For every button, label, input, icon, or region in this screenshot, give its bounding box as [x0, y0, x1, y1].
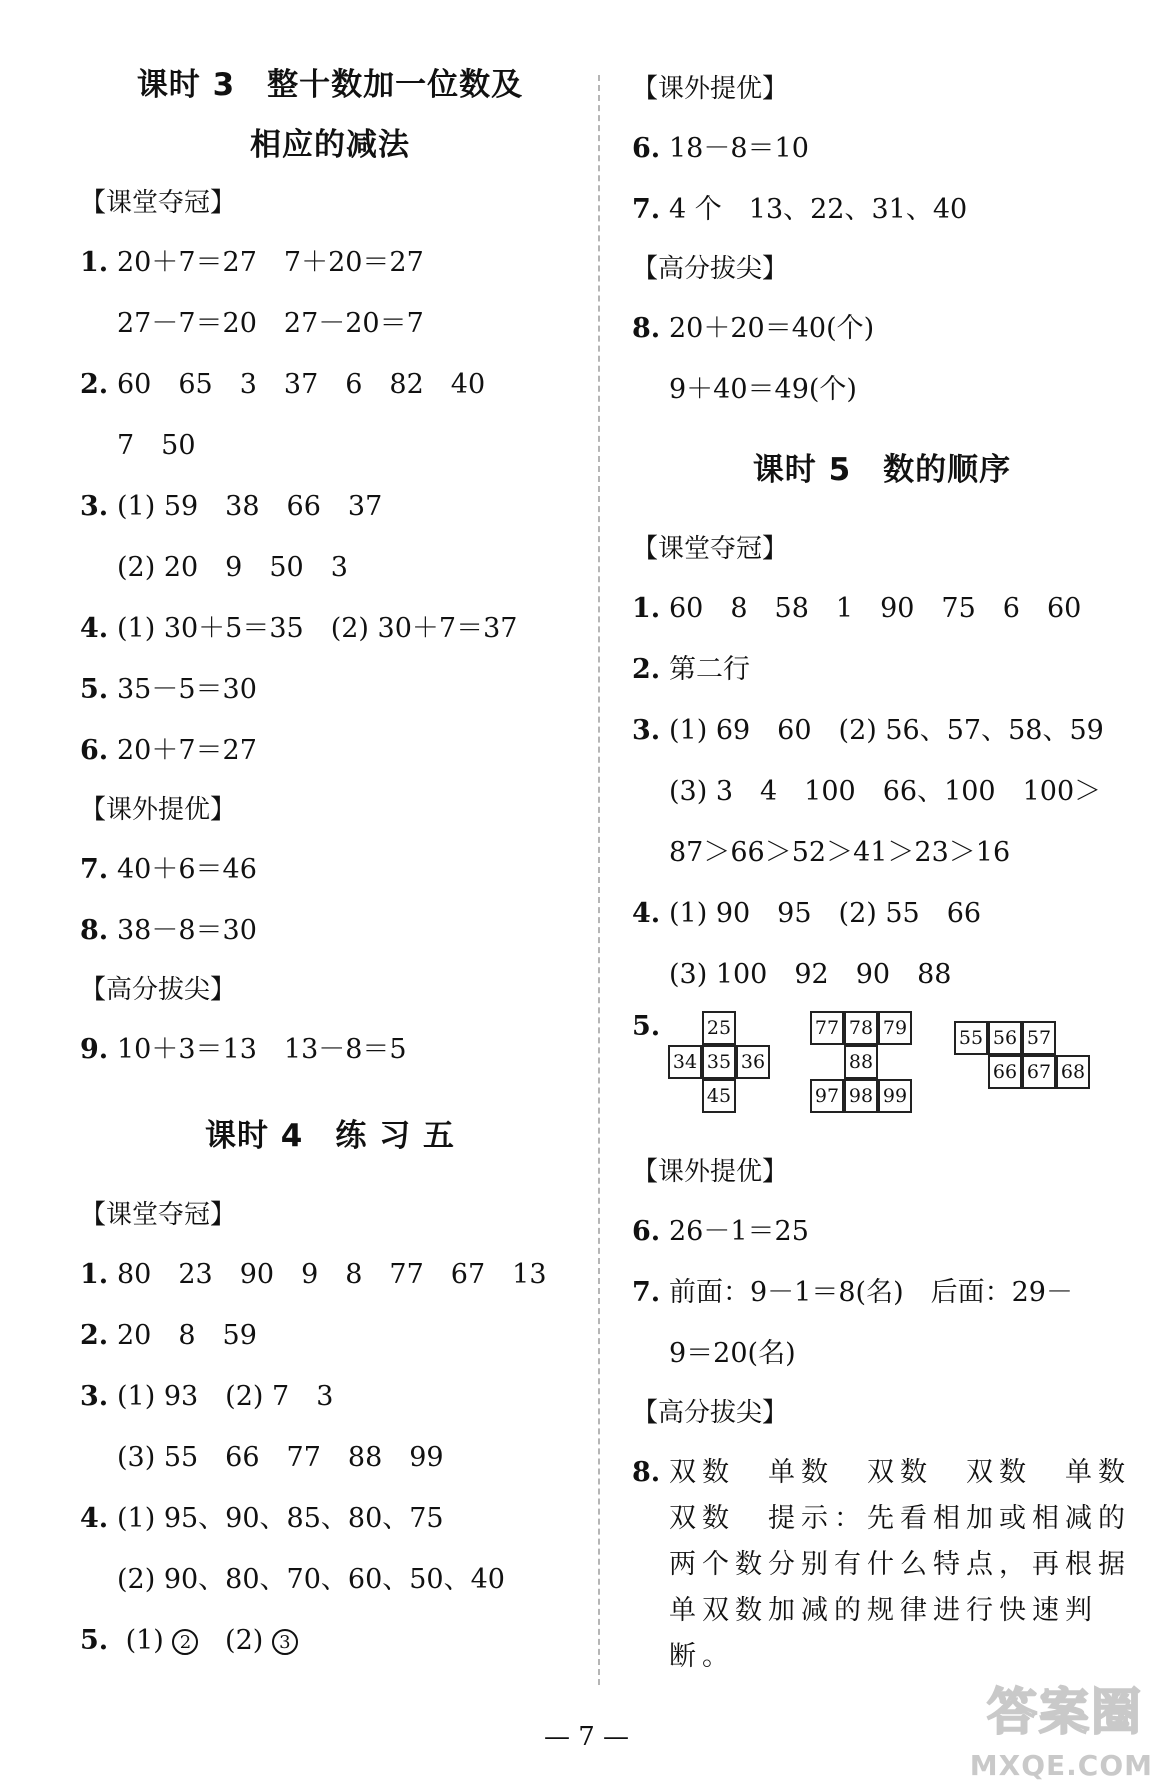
answer-text: 26－1＝25 — [669, 1216, 809, 1247]
item-number: 7. — [80, 854, 109, 885]
item-number: 8. — [632, 313, 661, 344]
answer-item — [632, 1442, 1164, 1680]
grid-cell: 99 — [878, 1079, 912, 1113]
item-number: 8. — [80, 915, 109, 946]
section-heading: 【课堂夺冠】 — [80, 1200, 237, 1230]
answer-item — [632, 639, 1132, 700]
answer-item — [80, 598, 580, 659]
page-number: — 7 — — [543, 1722, 630, 1752]
answer-text: 38－8＝30 — [117, 915, 257, 946]
grid-cell: 88 — [844, 1045, 878, 1079]
answer-continuation: (3) 55 66 77 88 99 — [117, 1442, 444, 1473]
circled-number: 3 — [272, 1629, 298, 1655]
item-number: 7. — [632, 1277, 661, 1308]
answer-text: (2) — [225, 1625, 264, 1656]
grid-cell: 77 — [810, 1011, 844, 1045]
item-number: 2. — [80, 369, 109, 400]
answer-item — [632, 883, 1132, 944]
grid-cell: 97 — [810, 1079, 844, 1113]
answer-continuation: 27－7＝20 27－20＝7 — [117, 308, 424, 339]
answer-text: 20＋7＝27 — [117, 735, 257, 766]
grid-cell: 34 — [668, 1045, 702, 1079]
answer-item — [80, 476, 580, 537]
lesson3-title: 课时 3 整十数加一位数及 — [136, 67, 524, 103]
answer-item — [632, 179, 1132, 240]
grid-cell: 55 — [954, 1021, 988, 1055]
answer-text: (1) 59 38 66 37 — [117, 491, 383, 522]
watermark-url: MXQE.COM — [969, 1749, 1153, 1782]
right-column — [632, 60, 1164, 1680]
answer-text: 10＋3＝13 13－8＝5 — [117, 1034, 407, 1065]
answer-text: 20＋7＝27 7＋20＝27 — [117, 247, 424, 278]
item-number: 6. — [632, 1216, 661, 1247]
answer-text: 20＋20＝40(个) — [669, 313, 875, 344]
answer-item — [80, 1305, 580, 1366]
section-heading: 【高分拔尖】 — [80, 975, 237, 1005]
item-number: 5. — [80, 674, 109, 705]
item-number: 7. — [632, 194, 661, 225]
grid-cell: 79 — [878, 1011, 912, 1045]
column-divider — [598, 75, 600, 1685]
answer-continuation: (3) 100 92 90 88 — [669, 959, 952, 990]
answer-text: 60 65 3 37 6 82 40 — [117, 369, 486, 400]
item-number: 9. — [80, 1034, 109, 1065]
item-number: 4. — [80, 1503, 109, 1534]
answer-text: 双数 单数 双数 双数 单数 双数 提示：先看相加或相减的两个数分别有什么特点，再根据单双数加减的规律进行快速判断。 — [669, 1457, 1164, 1672]
grid-cell: 68 — [1056, 1055, 1090, 1089]
item-number: 6. — [80, 735, 109, 766]
grid-cell: 98 — [844, 1079, 878, 1113]
section-heading: 【课堂夺冠】 — [632, 534, 789, 564]
lesson5-title: 课时 5 数的顺序 — [752, 452, 1012, 488]
section-heading: 【课外提优】 — [80, 795, 237, 825]
answer-continuation: 87＞66＞52＞41＞23＞16 — [669, 837, 1011, 868]
item-number: 6. — [632, 133, 661, 164]
grid-cell: 57 — [1022, 1021, 1056, 1055]
item-number: 2. — [80, 1320, 109, 1351]
answer-item — [80, 900, 580, 961]
lesson4-title: 课时 4 练 习 五 — [205, 1118, 455, 1154]
answer-item — [80, 1488, 580, 1549]
answer-text: 第二行 — [669, 654, 750, 685]
section-heading: 【高分拔尖】 — [632, 1398, 789, 1428]
answer-text: 80 23 90 9 8 77 67 13 — [117, 1259, 547, 1290]
number-grid-2 — [810, 1011, 912, 1113]
item-number: 3. — [632, 715, 661, 746]
answer-item — [632, 578, 1132, 639]
answer-continuation: 9＋40＝49(个) — [669, 374, 857, 405]
answer-text: (1) — [125, 1625, 164, 1656]
answer-text: 前面：9－1＝8(名) 后面：29－ — [669, 1277, 1073, 1308]
left-column — [80, 60, 580, 1671]
answer-item — [632, 118, 1132, 179]
item-number: 1. — [80, 1259, 109, 1290]
item-number: 3. — [80, 1381, 109, 1412]
item-number: 2. — [632, 654, 661, 685]
lesson3-title-cont: 相应的减法 — [250, 127, 410, 163]
section-heading: 【高分拔尖】 — [632, 254, 789, 284]
answer-item — [80, 1366, 580, 1427]
answer-continuation: 7 50 — [117, 430, 196, 461]
answer-text: 40＋6＝46 — [117, 854, 257, 885]
answer-text: (1) 69 60 (2) 56、57、58、59 — [669, 715, 1104, 746]
item-number: 8. — [632, 1457, 661, 1488]
item-number: 3. — [80, 491, 109, 522]
number-grid-3 — [954, 1021, 1090, 1089]
grid-cell: 56 — [988, 1021, 1022, 1055]
item-number: 1. — [80, 247, 109, 278]
answer-text: (1) 95、90、85、80、75 — [117, 1503, 444, 1534]
answer-continuation: 9＝20(名) — [669, 1338, 796, 1369]
grid-cell: 45 — [702, 1079, 736, 1113]
answer-text: 60 8 58 1 90 75 6 60 — [669, 593, 1082, 624]
item-number: 4. — [632, 898, 661, 929]
answer-item — [80, 232, 580, 293]
answer-item — [80, 1019, 580, 1080]
answer-item — [632, 298, 1132, 359]
answer-text: (1) 30＋5＝35 (2) 30＋7＝37 — [117, 613, 518, 644]
answer-item — [80, 1610, 580, 1671]
grid-cell: 35 — [702, 1045, 736, 1079]
answer-item — [80, 839, 580, 900]
answer-item — [80, 659, 580, 720]
answer-text: 20 8 59 — [117, 1320, 257, 1351]
section-heading: 【课外提优】 — [632, 1157, 789, 1187]
item-number: 1. — [632, 593, 661, 624]
grid-cell: 67 — [1022, 1055, 1056, 1089]
grid-cell: 25 — [702, 1011, 736, 1045]
answer-item — [632, 700, 1132, 761]
grid-cell: 66 — [988, 1055, 1022, 1089]
answer-item — [80, 1244, 580, 1305]
answer-item — [632, 1262, 1132, 1323]
number-grid-figures — [632, 1005, 1132, 1143]
answer-text: (1) 90 95 (2) 55 66 — [669, 898, 982, 929]
section-heading: 【课堂夺冠】 — [80, 188, 237, 218]
item-number: 5. — [632, 1011, 661, 1042]
answer-text: 4 个 13、22、31、40 — [669, 194, 968, 225]
item-number: 5. — [80, 1625, 109, 1656]
answer-continuation: (3) 3 4 100 66、100 100＞ — [669, 776, 1102, 807]
item-number: 4. — [80, 613, 109, 644]
circled-number: 2 — [172, 1629, 198, 1655]
answer-continuation: (2) 90、80、70、60、50、40 — [117, 1564, 505, 1595]
grid-cell: 78 — [844, 1011, 878, 1045]
answer-item — [80, 354, 580, 415]
section-heading: 【课外提优】 — [632, 74, 789, 104]
answer-continuation: (2) 20 9 50 3 — [117, 552, 348, 583]
answer-text: (1) 93 (2) 7 3 — [117, 1381, 334, 1412]
grid-cell: 36 — [736, 1045, 770, 1079]
answer-text: 35－5＝30 — [117, 674, 257, 705]
answer-item — [632, 1201, 1132, 1262]
answer-text: 18－8＝10 — [669, 133, 809, 164]
number-grid-1 — [668, 1011, 770, 1113]
answer-item — [80, 720, 580, 781]
watermark-logo: 答案圈 — [987, 1683, 1143, 1741]
